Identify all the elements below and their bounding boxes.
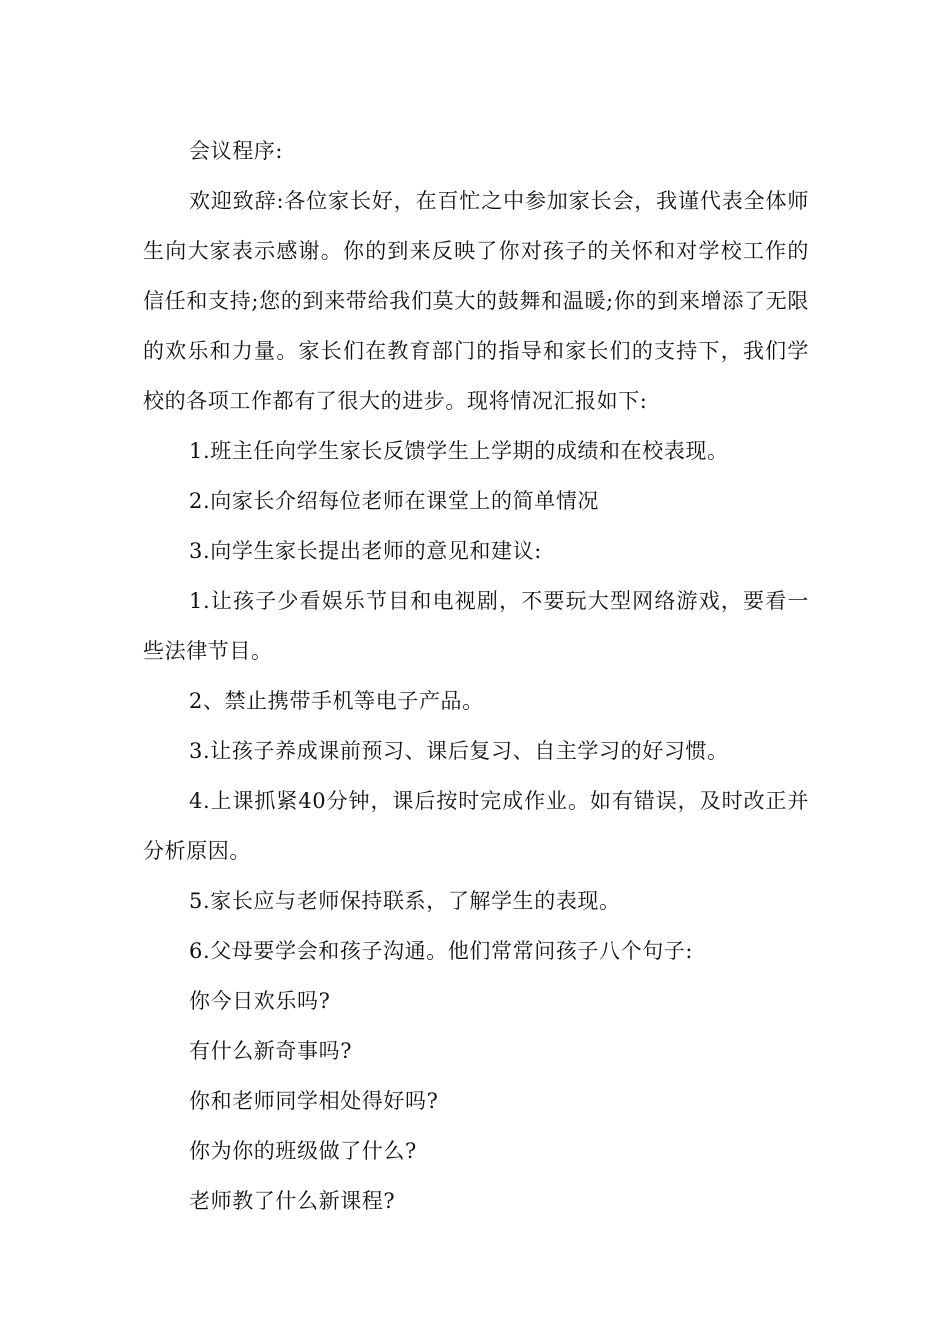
suggestion-item-3: 3.让孩子养成课前预习、课后复习、自主学习的好习惯。 bbox=[189, 739, 729, 763]
question-4: 你为你的班级做了什么? bbox=[189, 1139, 417, 1163]
question-3: 你和老师同学相处得好吗? bbox=[189, 1089, 439, 1113]
agenda-item-1: 1.班主任向学生家长反馈学生上学期的成绩和在校表现。 bbox=[189, 439, 729, 463]
question-5: 老师教了什么新课程? bbox=[189, 1189, 396, 1213]
question-1: 你今日欢乐吗? bbox=[189, 989, 331, 1013]
suggestion-item-4: 4.上课抓紧40分钟，课后按时完成作业。如有错误，及时改正并分析原因。 bbox=[143, 789, 809, 863]
agenda-item-3: 3.向学生家长提出老师的意见和建议: bbox=[189, 539, 542, 563]
suggestion-item-1: 1.让孩子少看娱乐节目和电视剧，不要玩大型网络游戏，要看一些法律节目。 bbox=[143, 589, 809, 663]
suggestion-item-6: 6.父母要学会和孩子沟通。他们常常问孩子八个句子: bbox=[189, 939, 694, 963]
document-body bbox=[143, 126, 809, 1226]
suggestion-item-2: 2、禁止携带手机等电子产品。 bbox=[189, 689, 484, 713]
suggestion-item-5: 5.家长应与老师保持联系，了解学生的表现。 bbox=[189, 889, 621, 913]
meeting-agenda-heading: 会议程序: bbox=[189, 139, 284, 163]
welcome-speech-paragraph: 欢迎致辞:各位家长好，在百忙之中参加家长会，我谨代表全体师生向大家表示感谢。你的到来反映了你对孩子的关怀和对学校工作的信任和支持;您的到来带给我们莫大的鼓舞和温暖;你的到来增添了无限的欢乐和力量。家长们在教育部门的指导和家长们的支持下，我们学校的各项工作都有了很大的进步。现将情况汇报如下: bbox=[143, 189, 809, 413]
question-2: 有什么新奇事吗? bbox=[189, 1039, 353, 1063]
agenda-item-2: 2.向家长介绍每位老师在课堂上的简单情况 bbox=[189, 489, 600, 513]
